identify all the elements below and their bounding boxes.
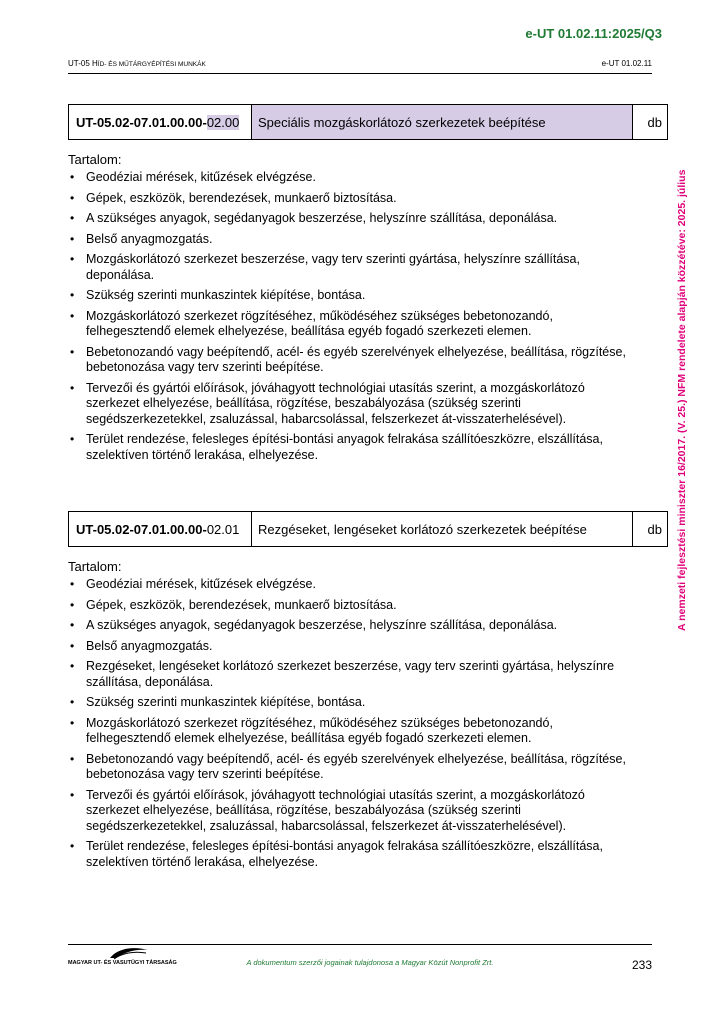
list-item: • Rezgéseket, lengéseket korlátozó szerkezet beszerzése, vagy terv szerinti gyártása, helyszínre szállítása, deponálása.: [70, 659, 615, 689]
item-block-2: [68, 511, 668, 875]
contents-label: Tartalom:: [68, 152, 122, 167]
item-code-main: UT-05.02-07.01.00.00-: [76, 521, 207, 537]
list-item: • Geodéziai mérések, kitűzések elvégzése.: [70, 170, 316, 184]
item-title: Rezgéseket, lengéseket korlátozó szerkezetek beépítése: [252, 512, 633, 546]
list-item: • Mozgáskorlátozó szerkezet beszerzése, vagy terv szerinti gyártása, helyszínre szállítása, deponálása.: [70, 252, 580, 282]
header-doc-ref: e-UT 01.02.11: [601, 59, 652, 68]
list-item: • Mozgáskorlátozó szerkezet rögzítéséhez, működéséhez szükséges bebetonozandó, felhegesztendő elemek elhelyezése, beállítása egyéb fogadó szerkezeti elemen.: [70, 308, 553, 338]
item-code-sub: 02.00: [206, 114, 240, 130]
list-item: • Terület rendezése, felesleges építési-bontási anyagok felrakása szállítóeszközre, elszállítása, szelektíven történő lerakása, elhelyezése.: [70, 839, 603, 869]
item-code-main: UT-05.02-07.01.00.00-: [76, 114, 207, 130]
item-header-row: [68, 104, 668, 140]
list-item: • Szükség szerinti munkaszintek kiépítése, bontása.: [70, 288, 366, 302]
contents-list: [68, 577, 668, 870]
publication-side-note: A nemzeti fejlesztési miniszter 16/2017. (V. 25.) NFM rendelete alapján közzétéve: 2025. július: [676, 169, 688, 631]
header-section-title: [68, 59, 206, 68]
list-item: • Belső anyagmozgatás.: [70, 231, 213, 246]
copyright-notice: A dokumentum szerzői jogainak tulajdonosa a Magyar Közút Nonprofit Zrt.: [246, 958, 494, 967]
running-header: [68, 59, 652, 74]
contents-list: [68, 170, 668, 463]
list-item: • Mozgáskorlátozó szerkezet rögzítéséhez, működéséhez szükséges bebetonozandó, felhegesztendő elemek elhelyezése, beállítása egyéb fogadó szerkezeti elemen.: [70, 715, 553, 745]
item-code-sub: 02.01: [206, 521, 240, 537]
page-number: 233: [631, 958, 652, 972]
list-item: • Belső anyagmozgatás.: [70, 638, 213, 653]
header-small-caps: ÍD- ÉS MŰTÁRGYÉPÍTÉSI MUNKÁK: [97, 61, 206, 68]
list-item: • Bebetonozandó vagy beépítendő, acél- és egyéb szerelvények elhelyezése, beállítása, rögzítése, bebetonozása vagy terv szerinti beépítése.: [70, 344, 626, 374]
list-item: • Geodéziai mérések, kitűzések elvégzése.: [70, 577, 316, 591]
list-item: • Szükség szerinti munkaszintek kiépítése, bontása.: [70, 695, 366, 709]
logo-wing-icon: [108, 946, 150, 960]
item-code: [69, 105, 252, 139]
list-item: • Bebetonozandó vagy beépítendő, acél- és egyéb szerelvények elhelyezése, beállítása, rögzítése, bebetonozása vagy terv szerinti beépítése.: [70, 751, 626, 781]
list-item: • Gépek, eszközök, berendezések, munkaerő biztosítása.: [70, 597, 397, 612]
item-block-1: [68, 104, 668, 468]
contents-label: Tartalom:: [68, 559, 122, 574]
item-title: Speciális mozgáskorlátozó szerkezetek beépítése: [252, 105, 633, 139]
list-item: • A szükséges anyagok, segédanyagok beszerzése, helyszínre szállítása, deponálása.: [70, 211, 558, 225]
header-prefix: UT-05 H: [68, 59, 98, 68]
document-code: e-UT 01.02.11:2025/Q3: [525, 26, 662, 41]
list-item: • Terület rendezése, felesleges építési-bontási anyagok felrakása szállítóeszközre, elszállítása, szelektíven történő lerakása, elhelyezése.: [70, 432, 603, 462]
list-item: • Tervezői és gyártói előírások, jóváhagyott technológiai utasítás szerint, a mozgáskorlátozó szerkezet elhelyezése, beállítása, rögzítése, beszabályozása (szükség szerinti segédszerkezetekkel, zsaluzással, habarcsolással, felszerkezet át-visszaterhelésével).: [70, 787, 585, 833]
list-item: • Tervezői és gyártói előírások, jóváhagyott technológiai utasítás szerint, a mozgáskorlátozó szerkezet elhelyezése, beállítása, rögzítése, beszabályozása (szükség szerinti segédszerkezetekkel, zsaluzással, habarcsolással, felszerkezet át-visszaterhelésével).: [70, 380, 585, 426]
item-code: [69, 512, 252, 546]
list-item: • A szükséges anyagok, segédanyagok beszerzése, helyszínre szállítása, deponálása.: [70, 618, 558, 632]
item-header-row: [68, 511, 668, 547]
logo-text: MAGYAR UT- ÉS VASUTÜGYI TÁRSASÁG: [68, 960, 177, 966]
list-item: • Gépek, eszközök, berendezések, munkaerő biztosítása.: [70, 190, 397, 205]
item-unit: db: [647, 114, 662, 130]
footer-divider: [68, 944, 652, 945]
item-unit: db: [647, 521, 662, 537]
society-logo: [68, 946, 177, 976]
